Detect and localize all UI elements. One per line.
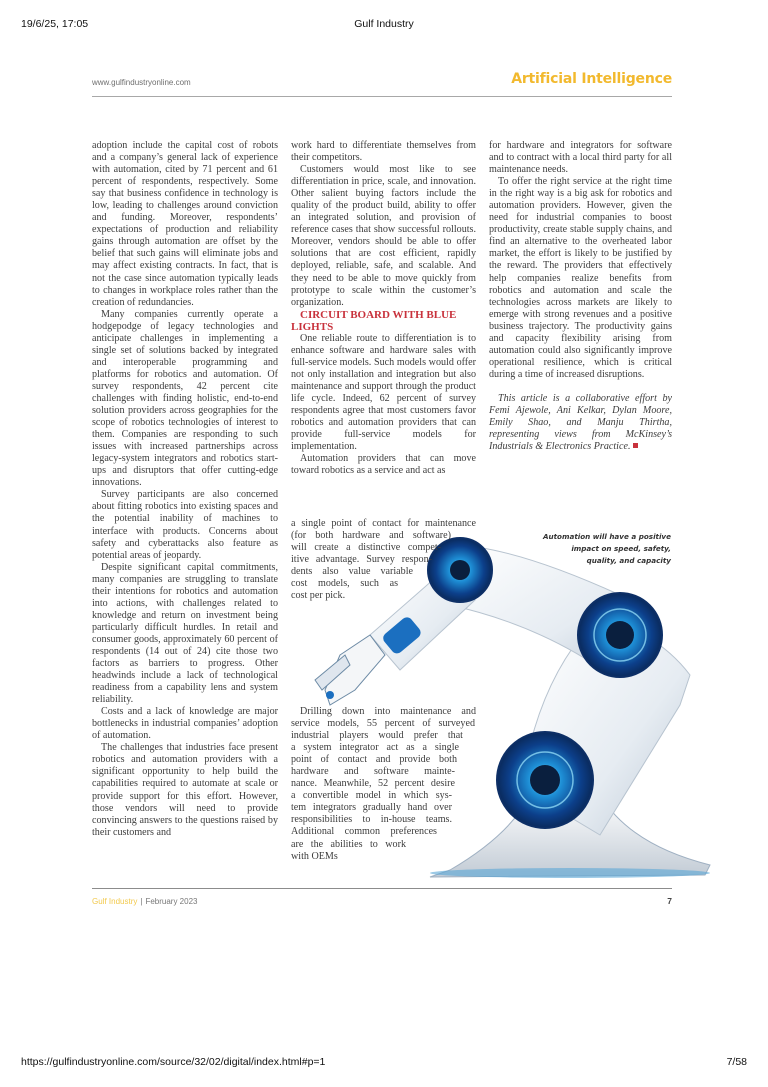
paragraph: Survey participants are also concerned about fitting robotics into existing spaces and the potential inability of machines to interface with products. Concerns about safety and cyberattacks also feature as potential areas of jeopardy. <box>92 489 278 561</box>
author-credit <box>489 393 672 453</box>
text-line: are the abilities to work <box>291 838 406 850</box>
article-column-1 <box>92 140 278 839</box>
text-line: point of contact and provide both <box>291 754 457 766</box>
paragraph: Despite significant capital commitments, many companies are struggling to translate their intentions for robotics and automation into actions, with challenges related to knowledge and return on investment being particularly difficult hurdles. In retail and consumer goods, approximately 60 percent of respondents (14 out of 24) cite those two factors as barriers to progress. Other headwinds include a lack of technological readiness from a capability lens and system reliability. <box>92 561 278 706</box>
text-line: dents also value variable <box>291 566 413 578</box>
print-title: Gulf Industry <box>354 18 414 30</box>
paragraph: Customers would most like to see differentiation in price, scale, and innovation. Other salient buying factors include the quality of the product build, ability to offer an integrated solution, and provision of reference cases that show successful rollouts. Moreover, vendors should be able to offer solutions that are cost efficient, rapidly deployed, reliable, safe, and scalable. And they need to be able to move quickly from prototype to scale within the customer’s organization. <box>291 164 476 308</box>
author-credit-text: This article is a collaborative effort by Femi Ajewole, Ani Kelkar, Dylan Moore, Emily Shao, and Manju Thirtha, representing views from McKinsey’s Industrials & Electronics Practice. <box>489 392 672 453</box>
text-line: industrial players would prefer that <box>291 730 463 742</box>
text-line: Drilling down into maintenance and <box>300 706 476 717</box>
paragraph: One reliable route to differentiation is to enhance software and hardware sales with full-service models. Such models would offer not only installation and integration but also maintenance and support through the product life cycle. Indeed, 62 percent of survey respondents agree that most customers favor robotics and automation providers that can provide full-service models for implementation. <box>291 332 476 453</box>
image-caption: Automation will have a positive impact on speed, safety, quality, and capacity <box>542 532 671 565</box>
section-title: Artificial Intelligence <box>511 71 672 87</box>
text-line: responsibilities to in-house teams. <box>291 814 452 826</box>
paragraph: To offer the right service at the right time in the right way is a big ask for robotics and automation providers. However, given the need for industrial companies to boost productivity, create stable supply chains, and find an alternative to the overheated labor market, the effort is likely to be justified by the reward. The providers that effectively help companies realize benefits from robotics and automation and scale the technologies across markets are likely to emerge with strong revenues and a positive business trajectory. The productivity gains and capacity flexibility arising from automation could also significantly improve operational resilience, which is critical during a time of increased disruptions. <box>489 176 672 380</box>
paragraph: adoption include the capital cost of robots and a company’s general lack of experience with automation, cited by 71 percent and 61 percent of respondents, respectively. Some say that business confidence in technology is low, leading to challenges around conviction and funding. Moreover, respondents’ expectations of production and reliability gains through automation are offset by the belief that such gains will eliminate jobs and may affect existing contracts. In fact, that is not the case since automation typically leads to changes in workplace roles rather than the creation of redundancies. <box>92 140 278 308</box>
page-footer <box>92 888 672 906</box>
text-line: a system integrator act as a single <box>291 742 459 754</box>
paragraph: work hard to differentiate themselves from their competitors. <box>291 140 476 164</box>
paragraph: Costs and a lack of knowledge are major bottlenecks in industrial companies’ adoption of automation. <box>92 706 278 742</box>
text-line: hardware and software mainte- <box>291 766 455 778</box>
text-line: itive advantage. Survey respon- <box>291 554 432 566</box>
print-url: https://gulfindustryonline.com/source/32/02/digital/index.html#p=1 <box>21 1056 326 1068</box>
print-page-count: 7/58 <box>726 1056 747 1068</box>
footer-issue-date: February 2023 <box>145 897 198 906</box>
paragraph: for hardware and integrators for software and to contract with a local third party for all maintenance needs. <box>489 140 672 176</box>
text-line: tem integrators gradually hand over <box>291 802 452 814</box>
wrapped-text-lower <box>291 706 476 863</box>
article-column-3 <box>489 140 672 453</box>
paragraph: Many companies currently operate a hodgepodge of legacy technologies and anticipate challenges in implementing a single set of solutions backed by integrated and interoperable programming and platforms for robotics and automation. Of survey respondents, 42 percent cite challenges with finding holistic, end-to-end solution providers across geographies for the scope of robotics technologies of interest to them. Companies are responding to such issues with increased partnerships across legacy-system integrators and robotics start-ups and disruptors that offer cutting-edge innovations. <box>92 308 278 489</box>
text-line: service models, 55 percent of surveyed <box>291 718 475 730</box>
footer-brand <box>92 897 197 906</box>
end-mark-icon <box>633 443 638 448</box>
text-line: nance. Meanwhile, 52 percent desire <box>291 778 455 790</box>
text-line: cost models, such as <box>291 578 398 590</box>
article-column-2 <box>291 140 476 477</box>
site-url: www.gulfindustryonline.com <box>92 78 191 87</box>
text-line: will create a distinctive compet- <box>291 542 441 554</box>
print-datetime: 19/6/25, 17:05 <box>21 18 89 30</box>
text-line: Additional common preferences <box>291 826 437 838</box>
page-header <box>92 70 672 97</box>
paragraph: Automation providers that can move toward robotics as a service and act as <box>291 453 476 477</box>
footer-brand-name: Gulf Industry <box>92 897 138 906</box>
text-line: cost per pick. <box>291 590 346 602</box>
subheading: CIRCUIT BOARD WITH BLUE LIGHTS <box>291 308 457 333</box>
text-line: a convertible model in which sys- <box>291 790 452 802</box>
wrapped-text-upper <box>291 518 476 602</box>
page-number: 7 <box>667 896 672 906</box>
text-line: a single point of contact for maintenance <box>291 518 476 529</box>
text-line: with OEMs <box>291 850 338 862</box>
paragraph: The challenges that industries face present robotics and automation providers with a significant opportunity to help build the capabilities required to automate at scale or provide support for this effort. However, those vendors will need to provide convincing answers to the questions raised by their customers and <box>92 742 278 838</box>
text-line: (for both hardware and software) <box>291 530 451 542</box>
footer-separator: | <box>140 897 143 906</box>
